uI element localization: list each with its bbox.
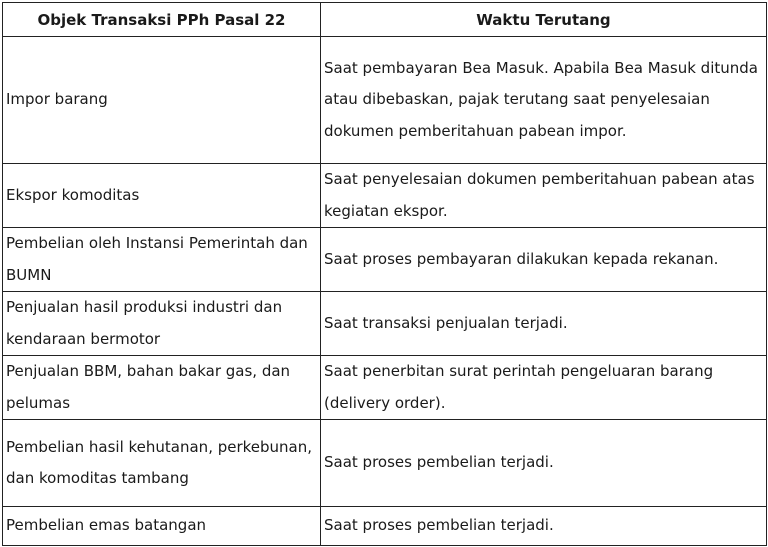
table-row — [3, 356, 767, 420]
object-cell: Ekspor komoditas — [3, 164, 321, 228]
table-row — [3, 37, 767, 164]
table-row — [3, 420, 767, 507]
time-cell: Saat penyelesaian dokumen pemberitahuan pabean atas kegiatan ekspor. — [321, 164, 767, 228]
header-row — [3, 3, 767, 37]
object-cell: Penjualan BBM, bahan bakar gas, dan pelumas — [3, 356, 321, 420]
object-cell: Impor barang — [3, 37, 321, 164]
header-objek-transaksi: Objek Transaksi PPh Pasal 22 — [3, 3, 321, 37]
table-row — [3, 228, 767, 292]
table-row — [3, 507, 767, 546]
object-cell: Pembelian hasil kehutanan, perkebunan, dan komoditas tambang — [3, 420, 321, 507]
time-cell: Saat pembayaran Bea Masuk. Apabila Bea Masuk ditunda atau dibebaskan, pajak terutang saat penyelesaian dokumen pemberitahuan pabean impor. — [321, 37, 767, 164]
table-row — [3, 292, 767, 356]
object-cell: Penjualan hasil produksi industri dan kendaraan bermotor — [3, 292, 321, 356]
time-cell: Saat transaksi penjualan terjadi. — [321, 292, 767, 356]
table-row — [3, 164, 767, 228]
time-cell: Saat proses pembelian terjadi. — [321, 507, 767, 546]
header-waktu-terutang: Waktu Terutang — [321, 3, 767, 37]
time-cell: Saat proses pembayaran dilakukan kepada rekanan. — [321, 228, 767, 292]
time-cell: Saat penerbitan surat perintah pengeluaran barang (delivery order). — [321, 356, 767, 420]
time-cell: Saat proses pembelian terjadi. — [321, 420, 767, 507]
object-cell: Pembelian emas batangan — [3, 507, 321, 546]
object-cell: Pembelian oleh Instansi Pemerintah dan BUMN — [3, 228, 321, 292]
pph22-table — [2, 2, 767, 546]
